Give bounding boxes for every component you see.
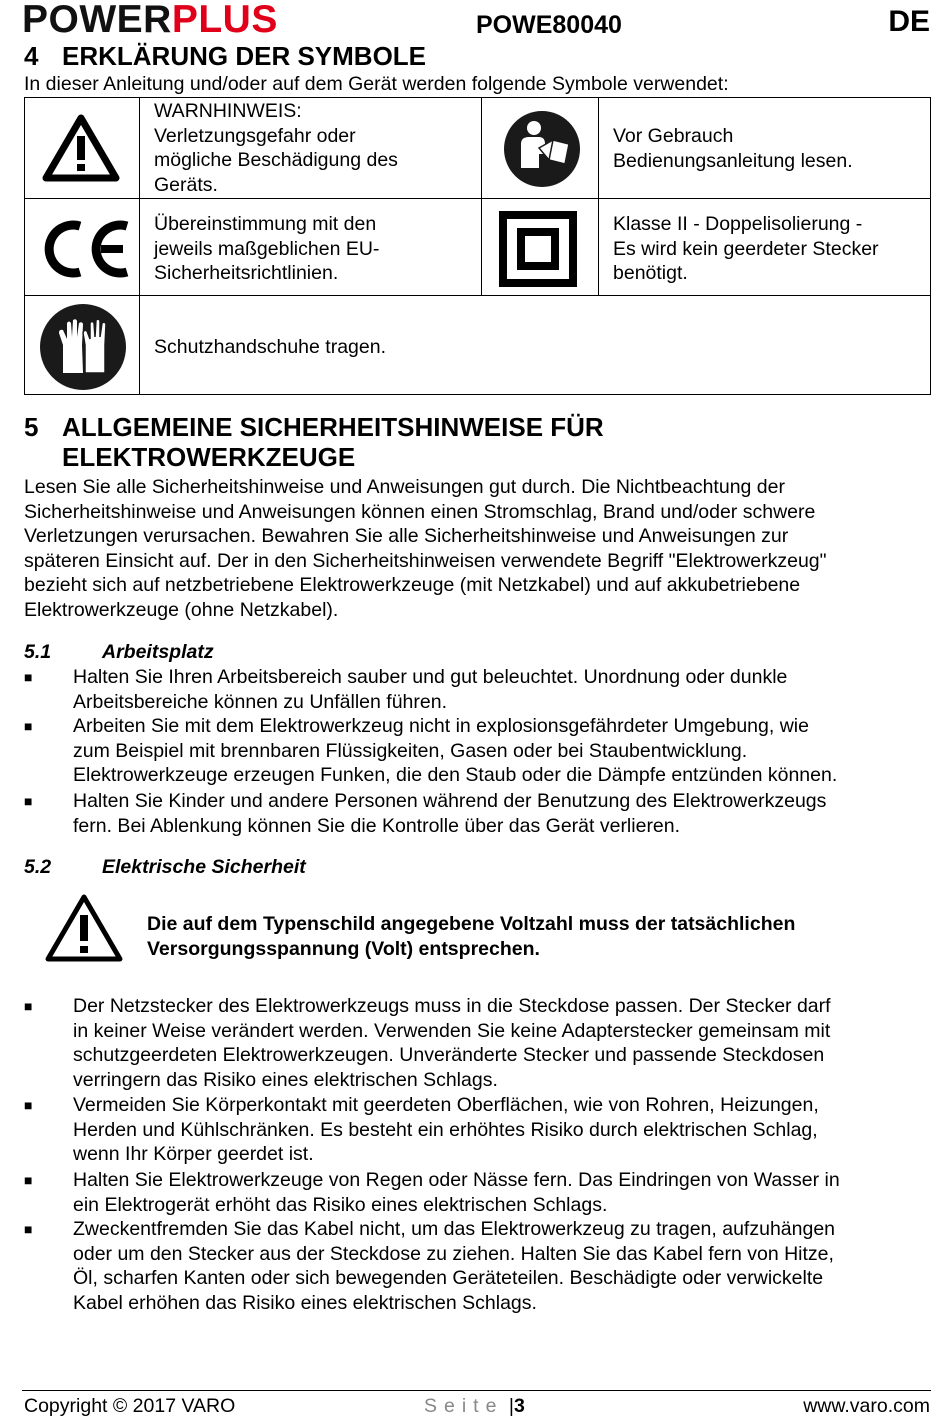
electrical-warning-text: Die auf dem Typenschild angegebene Voltzahl muss der tatsächlichen Versorgungsspannung (Volt) entsprechen.: [147, 913, 796, 960]
list-item: ■ Halten Sie Kinder und andere Personen während der Benutzung des Elektrowerkzeugs fern. Bei Ablenkung können Sie die Kontrolle über das Gerät verlieren.: [24, 790, 827, 837]
section-5-2-heading: 5.2 Elektrische Sicherheit: [24, 856, 306, 878]
section-4-heading: 4 ERKLÄRUNG DER SYMBOLE: [24, 41, 427, 71]
symbol-text-class-ii: Klasse II - Doppelisolierung - Es wird kein geerdeter Stecker benötigt.: [613, 213, 879, 285]
bullet-icon: ■: [24, 998, 33, 1014]
warning-icon: [44, 893, 124, 963]
list-item: ■ Halten Sie Elektrowerkzeuge von Regen oder Nässe fern. Das Eindringen von Wasser in ein Elektrogerät erhöht das Risiko eines elektrischen Schlags.: [24, 1169, 840, 1216]
list-item: ■ Arbeiten Sie mit dem Elektrowerkzeug nicht in explosionsgefährdeter Umgebung, wie zum Beispiel mit brennbaren Flüssigkeiten, Gasen oder bei Staubentwicklung. Elektrowerkzeuge erzeugen Funken, die den Staub oder die Dämpfe entzünden können.: [24, 715, 838, 787]
warning-icon: [42, 114, 120, 182]
list-item: ■ Der Netzstecker des Elektrowerkzeugs muss in die Steckdose passen. Der Stecker darf in keiner Weise verändert werden. Verwenden Sie keine Adapterstecker gemeinsam mit schutzgeerdeten Elektrowerkzeugen. Unveränderte Stecker und passende Steckdosen verringern das Risiko eines elektrischen Schlags.: [24, 995, 831, 1091]
footer-copyright: Copyright © 2017 VARO: [24, 1395, 236, 1417]
language-code: DE: [888, 5, 930, 38]
section-5-1-heading: 5.1 Arbeitsplatz: [24, 641, 214, 663]
brand-logo: POWERPLUS: [22, 0, 278, 41]
model-number: POWE80040: [476, 11, 622, 39]
list-item: ■ Vermeiden Sie Körperkontakt mit geerdeten Oberflächen, wie von Rohren, Heizungen, Herden und Kühlschränken. Es besteht ein erhöhtes Risiko durch elektrischen Schlag, wenn Ihr Körper geerdet ist.: [24, 1094, 819, 1166]
symbol-text-ce: Übereinstimmung mit den jeweils maßgeblichen EU- Sicherheitsrichtlinien.: [154, 213, 380, 285]
section-5-heading: 5 ALLGEMEINE SICHERHEITSHINWEISE FÜR ELEKTROWERKZEUGE: [24, 412, 604, 472]
table-divider: [139, 98, 140, 394]
class-ii-icon: [499, 211, 577, 287]
symbol-text-read-manual: Vor Gebrauch Bedienungsanleitung lesen.: [613, 125, 853, 172]
page-header: [0, 0, 950, 44]
footer-page-number: Seite |3: [424, 1395, 525, 1417]
symbol-text-warning: WARNHINWEIS: Verletzungsgefahr oder mögliche Beschädigung des Geräts.: [154, 100, 398, 196]
bullet-icon: ■: [24, 1172, 33, 1188]
section-5-intro: Lesen Sie alle Sicherheitshinweise und Anweisungen gut durch. Die Nichtbeachtung der Sicherheitshinweise und Anweisungen können einen Stromschlag, Brand und/oder schwere Verletzungen verursachen. Bewahren Sie alle Sicherheitshinweise und Anweisungen zur späteren Einsicht auf. Der in den Sicherheitshinweisen verwendete Begriff "Elektrowerkzeug" bezieht sich auf netzbetriebene Elektrowerkzeuge (mit Netzkabel) und auf akkubetriebene Elektrowerkzeuge (ohne Netzkabel).: [24, 476, 827, 621]
footer-url[interactable]: www.varo.com: [803, 1395, 930, 1417]
bullet-icon: ■: [24, 793, 33, 809]
bullet-icon: ■: [24, 669, 33, 685]
table-divider: [481, 98, 482, 296]
read-manual-icon: [503, 110, 581, 188]
ce-mark-icon: [43, 218, 131, 280]
section-4-intro: In dieser Anleitung und/oder auf dem Gerät werden folgende Symbole verwendet:: [24, 73, 729, 95]
list-item: ■ Zweckentfremden Sie das Kabel nicht, um das Elektrowerkzeug zu tragen, aufzuhängen oder um den Stecker aus der Steckdose zu ziehen. Halten Sie das Kabel fern von Hitze, Öl, scharfen Kanten oder sich bewegenden Geräteteilen. Beschädigte oder verwickelte Kabel erhöhen das Risiko eines elektrischen Schlags.: [24, 1218, 836, 1314]
table-divider: [25, 295, 930, 296]
bullet-icon: ■: [24, 1097, 33, 1113]
list-item: ■ Halten Sie Ihren Arbeitsbereich sauber und gut beleuchtet. Unordnung oder dunkle Arbeitsbereiche können zu Unfällen führen.: [24, 666, 788, 713]
gloves-icon: [39, 303, 127, 391]
bullet-icon: ■: [24, 1221, 33, 1237]
symbols-table: [24, 97, 931, 395]
table-divider: [598, 98, 599, 296]
table-divider: [25, 198, 930, 199]
symbol-text-gloves: Schutzhandschuhe tragen.: [154, 336, 387, 358]
footer-divider: [22, 1390, 931, 1391]
bullet-icon: ■: [24, 718, 33, 734]
